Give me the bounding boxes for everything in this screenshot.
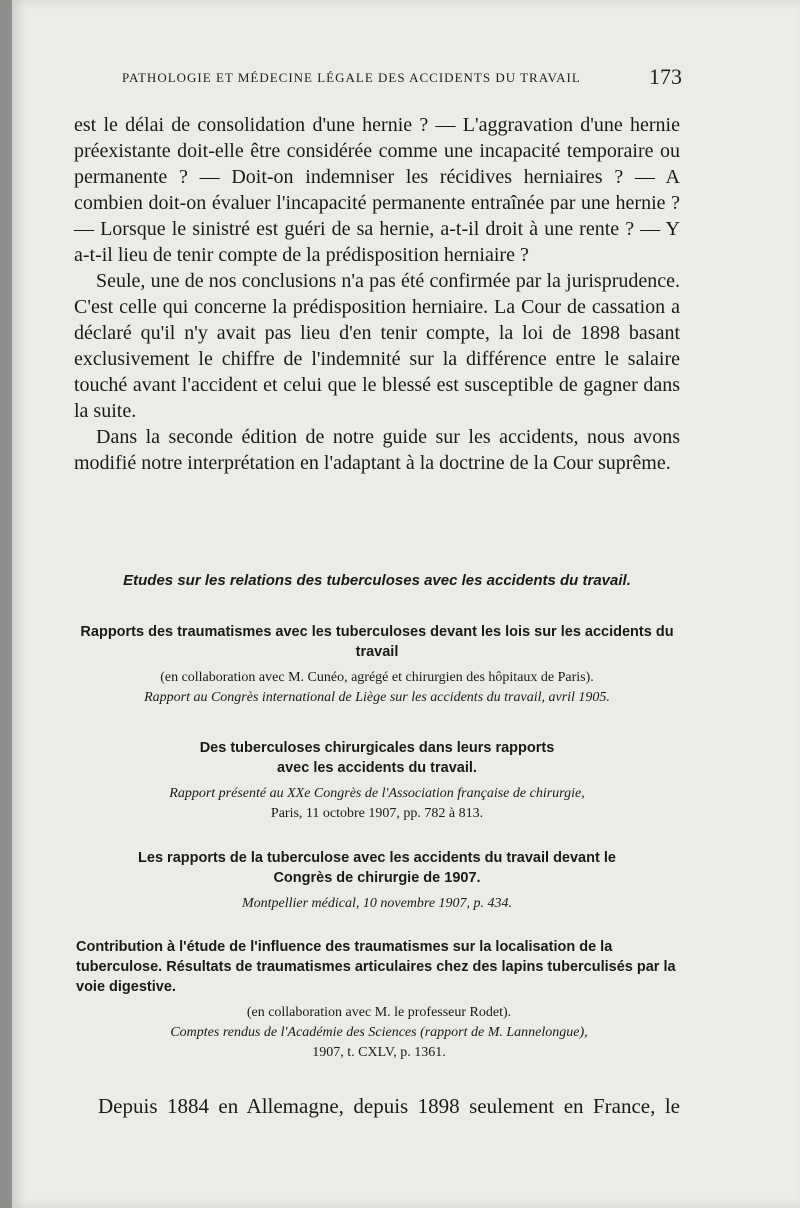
entry-title: Des tuberculoses chirurgicales dans leurs rapports avec les accidents du travail. [199, 740, 555, 776]
page [12, 0, 800, 1208]
entry-citation: Rapport présenté au XXe Congrès de l'Association française de chirurgie, [169, 786, 585, 801]
paragraph-1: est le délai de consolidation d'une hernie ? — L'aggravation d'une hernie préexistante doit-elle être considérée comme une incapacité temporaire ou permanente ? — Doit-on indemniser les récidives herniaires ? — A combien doit-on évaluer l'incapacité permanente entraînée par une hernie ? — Lorsque le sinistré est guéri de sa hernie, a-t-il droit à une rente ? — Y a-t-il lieu de tenir compte de la prédisposition herniaire ? [74, 114, 680, 266]
continuation-line: Depuis 1884 en Allemagne, depuis 1898 seulement en France, le [98, 1094, 680, 1118]
entry-title: Les rapports de la tuberculose avec les accidents du travail devant le Congrès de chirurgie de 1907. [138, 850, 616, 886]
entry-citation: Montpellier médical, 10 novembre 1907, p. 434. [241, 896, 513, 911]
entry-note: (en collaboration avec M. Cunéo, agrégé et chirurgien des hôpitaux de Paris). [160, 670, 594, 685]
entry-citation: Rapport au Congrès international de Liège sur les accidents du travail, avril 1905. [144, 690, 610, 705]
running-header: PATHOLOGIE ET MÉDECINE LÉGALE DES ACCIDENTS DU TRAVAIL [122, 70, 581, 85]
entry-citation: Comptes rendus de l'Académie des Sciences (rapport de M. Lannelongue), [170, 1025, 588, 1040]
body-text [74, 112, 680, 476]
paragraph-3: Dans la seconde édition de notre guide sur les accidents, nous avons modifié notre interprétation en l'adaptant à la doctrine de la Cour suprême. [74, 426, 680, 474]
entry-note: (en collaboration avec M. le professeur Rodet). [246, 1005, 512, 1020]
bibliography-entry [74, 738, 680, 824]
entry-note: Paris, 11 octobre 1907, pp. 782 à 813. [270, 806, 484, 821]
bibliography-entry [74, 622, 680, 708]
paragraph-2: Seule, une de nos conclusions n'a pas été confirmée par la jurisprudence. C'est celle qui concerne la prédisposition herniaire. La Cour de cassation a déclaré qu'il n'y avait pas lieu d'en tenir compte, la loi de 1898 basant exclusivement le chiffre de l'indemnité sur la différence entre le salaire touché avant l'accident et celui que le blessé est susceptible de gagner dans la suite. [74, 270, 680, 422]
bibliography-entry [74, 848, 680, 914]
page-number: 173 [649, 64, 682, 89]
entry-title: Contribution à l'étude de l'influence des traumatismes sur la localisation de la tuberculose. Résultats de traumatismes articulaires chez des lapins tuberculisés par la voie digestive. [76, 939, 676, 995]
entry-note: 1907, t. CXLV, p. 1361. [312, 1045, 446, 1060]
bibliography-entry [76, 937, 682, 1063]
section-title: Etudes sur les relations des tuberculoses avec les accidents du travail. [123, 572, 631, 589]
entry-title: Rapports des traumatismes avec les tuberculoses devant les lois sur les accidents du travail [80, 624, 674, 660]
